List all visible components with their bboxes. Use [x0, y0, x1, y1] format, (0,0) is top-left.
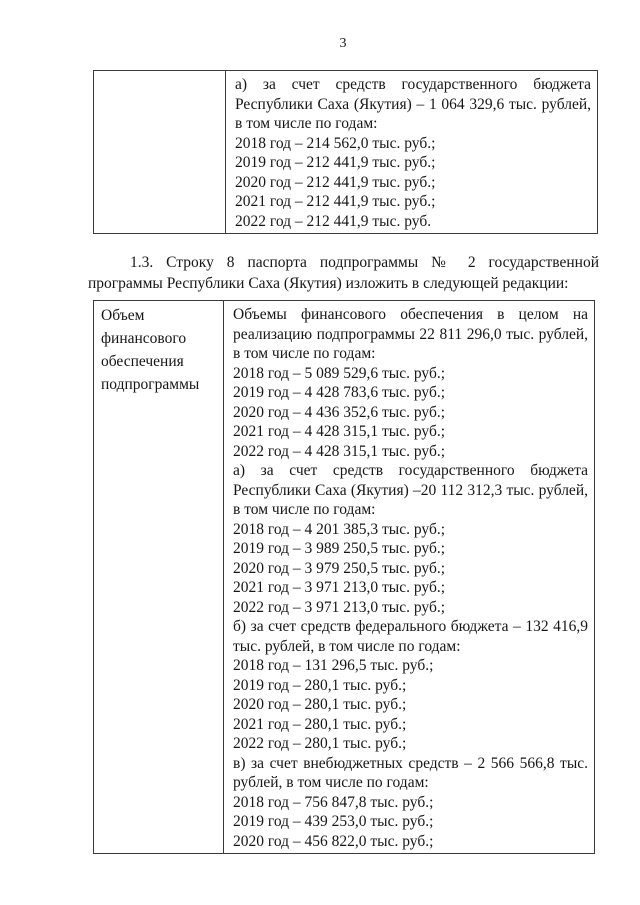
table2-total-2020: 2020 год – 4 436 352,6 тыс. руб.;: [233, 403, 446, 421]
table2-federal-2018: 2018 год – 131 296,5 тыс. руб.;: [233, 657, 434, 674]
table1-left-cell: [94, 71, 226, 234]
table2-right-cell: [224, 301, 595, 854]
table2-total-intro: Объемы финансового обеспечения в целом на реализацию подпрограммы 22 811 296,0 тыс. рублей, в том числе по годам:: [233, 306, 588, 362]
table1-year-line-2018: 2018 год – 214 562,0 тыс. руб.;: [235, 134, 436, 152]
table2-total-2022: 2022 год – 4 428 315,1 тыс. руб.;: [233, 442, 446, 460]
table2-left-cell-financing-volume-label: Объем финансового обеспечения подпрограммы: [94, 301, 224, 854]
table2-total-2019: 2019 год – 4 428 783,6 тыс. руб.;: [233, 384, 446, 401]
table1-year-line-2019: 2019 год – 212 441,9 тыс. руб.;: [235, 154, 436, 171]
table2-federal-2021: 2021 год – 280,1 тыс. руб.;: [233, 715, 407, 733]
page-number: 3: [339, 36, 347, 51]
table2-extra-2020: 2020 год – 456 822,0 тыс. руб.;: [233, 832, 434, 850]
table2-state-2022: 2022 год – 3 971 213,0 тыс. руб.;: [233, 598, 446, 616]
table2-federal-2019: 2019 год – 280,1 тыс. руб.;: [233, 676, 407, 694]
table2-extra-2018: 2018 год – 756 847,8 тыс. руб.;: [233, 793, 434, 811]
table2-state-budget-intro: а) за счет средств государственного бюджета Республики Саха (Якутия) –20 112 312,3 тыс. рублей, в том числе по годам:: [233, 462, 588, 518]
table2-total-2021: 2021 год – 4 428 315,1 тыс. руб.;: [233, 423, 446, 440]
table1-year-line-2022: 2022 год – 212 441,9 тыс. руб.: [235, 212, 432, 230]
table2-state-2021: 2021 год – 3 971 213,0 тыс. руб.;: [233, 579, 446, 596]
table-row: [94, 301, 595, 854]
table1-year-line-2020: 2020 год – 212 441,9 тыс. руб.;: [235, 173, 436, 191]
table2-total-2018: 2018 год – 5 089 529,6 тыс. руб.;: [233, 364, 446, 382]
amendment-clause-1-3: 1.3. Строку 8 паспорта подпрограммы № 2 государственной программы Республики Саха (Якутия) изложить в следующей редакции:: [88, 254, 599, 292]
table2-federal-budget-intro: б) за счет средств федерального бюджета – 132 416,9 тыс. рублей, в том числе по годам:: [233, 618, 588, 655]
table2-extrabudget-intro: в) за счет внебюджетных средств – 2 566 566,8 тыс. рублей, в том числе по годам:: [233, 754, 588, 791]
table2-federal-2020: 2020 год – 280,1 тыс. руб.;: [233, 696, 407, 713]
table1-intro-state-budget: а) за счет средств государственного бюджета Республики Саха (Якутия) – 1 064 329,6 тыс. рублей, в том числе по годам:: [235, 76, 591, 132]
table2-extra-2019: 2019 год – 439 253,0 тыс. руб.;: [233, 813, 434, 830]
subprogram-passport-table: [93, 300, 595, 854]
table2-state-2019: 2019 год – 3 989 250,5 тыс. руб.;: [233, 540, 446, 557]
budget-table-continuation: [93, 70, 598, 234]
table2-state-2020: 2020 год – 3 979 250,5 тыс. руб.;: [233, 559, 446, 577]
table2-state-2018: 2018 год – 4 201 385,3 тыс. руб.;: [233, 520, 446, 538]
table2-federal-2022: 2022 год – 280,1 тыс. руб.;: [233, 735, 407, 752]
table1-right-cell: [226, 71, 598, 234]
table1-year-line-2021: 2021 год – 212 441,9 тыс. руб.;: [235, 193, 436, 210]
table-row: [94, 71, 598, 234]
